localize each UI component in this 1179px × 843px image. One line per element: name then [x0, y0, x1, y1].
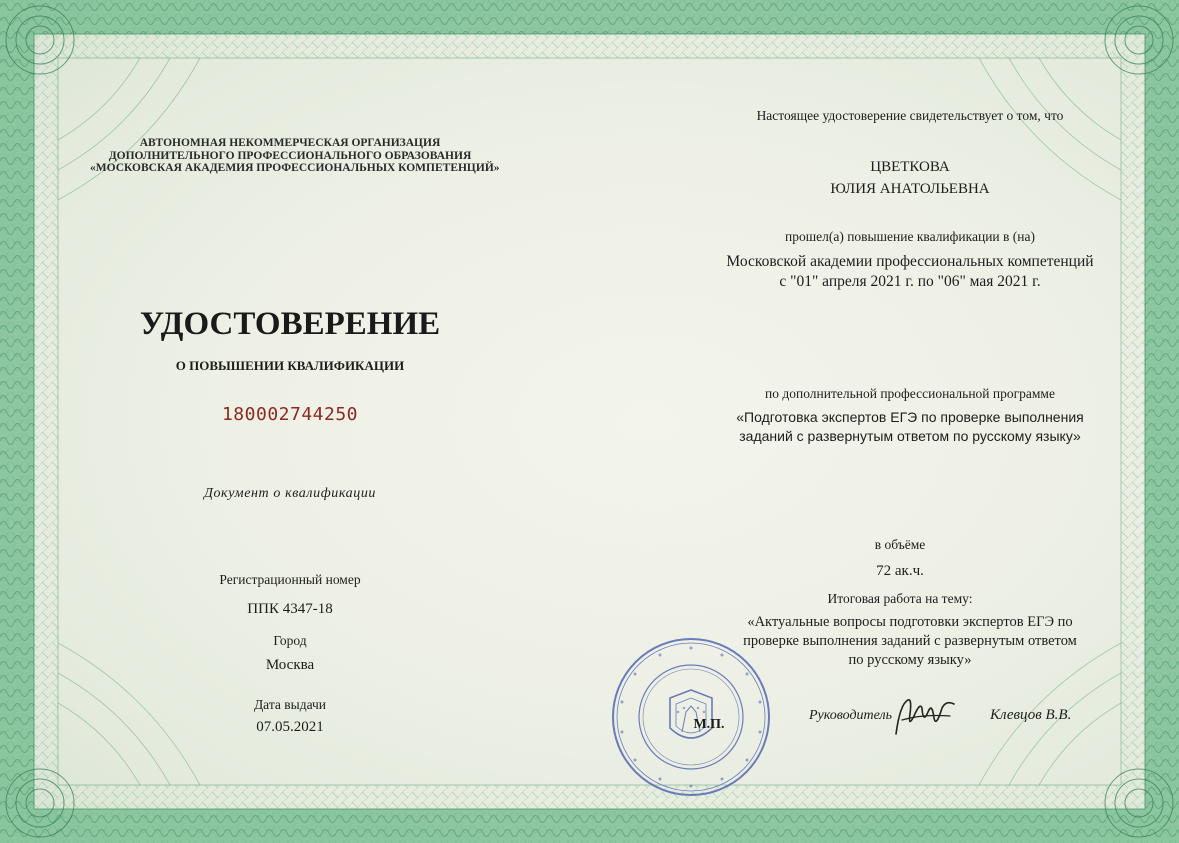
- document-title: УДОСТОВЕРЕНИЕ: [139, 306, 441, 342]
- document-subtitle: О ПОВЫШЕНИИ КВАЛИФИКАЦИИ: [175, 358, 405, 373]
- institution-name: Московской академии профессиональных компетенций: [726, 253, 1094, 270]
- issue-date-label: Дата выдачи: [253, 697, 327, 712]
- final-work-line-3: по русскому языку»: [848, 652, 972, 668]
- document-number: 180002744250: [221, 404, 359, 425]
- program-title-line-2: заданий с развернутым ответом по русскому языку»: [739, 428, 1081, 444]
- training-period: с "01" апреля 2021 г. по "06" мая 2021 г.: [779, 273, 1041, 290]
- city-value: Москва: [265, 657, 315, 673]
- program-title-line-1: «Подготовка экспертов ЕГЭ по проверке выполнения: [736, 409, 1084, 425]
- program-label: по дополнительной профессиональной программе: [765, 386, 1055, 401]
- passed-text: прошел(а) повышение квалификации в (на): [785, 229, 1035, 244]
- recipient-surname: ЦВЕТКОВА: [870, 159, 950, 175]
- director-name: Клевцов В.В.: [990, 707, 1072, 723]
- organization-line-3: «МОСКОВСКАЯ АКАДЕМИЯ ПРОФЕССИОНАЛЬНЫХ КОМПЕТЕНЦИЙ»: [90, 162, 500, 174]
- registration-number: ППК 4347-18: [247, 601, 333, 617]
- organization-line-1: АВТОНОМНАЯ НЕКОММЕРЧЕСКАЯ ОРГАНИЗАЦИЯ: [139, 137, 441, 149]
- seal-place-mark: М.П.: [693, 717, 725, 732]
- registration-label: Регистрационный номер: [219, 572, 361, 587]
- director-signature: [892, 694, 958, 742]
- volume-label: в объёме: [874, 537, 926, 552]
- volume-value: 72 ак.ч.: [876, 563, 924, 579]
- document-type-note: Документ о квалификации: [203, 486, 377, 501]
- city-label: Город: [273, 633, 307, 648]
- director-label: Руководитель: [808, 708, 892, 723]
- organization-line-2: ДОПОЛНИТЕЛЬНОГО ПРОФЕССИОНАЛЬНОГО ОБРАЗОВАНИЯ: [108, 149, 472, 162]
- final-work-line-1: «Актуальные вопросы подготовки экспертов ЕГЭ по: [747, 614, 1073, 630]
- issue-date-value: 07.05.2021: [256, 719, 324, 735]
- final-work-line-2: проверке выполнения заданий с развернутым ответом: [743, 633, 1077, 649]
- final-work-label: Итоговая работа на тему:: [827, 591, 973, 606]
- organization-name: [90, 137, 500, 175]
- certificate-intro: Настоящее удостоверение свидетельствует о том, что: [756, 108, 1064, 123]
- recipient-given-names: ЮЛИЯ АНАТОЛЬЕВНА: [830, 181, 990, 197]
